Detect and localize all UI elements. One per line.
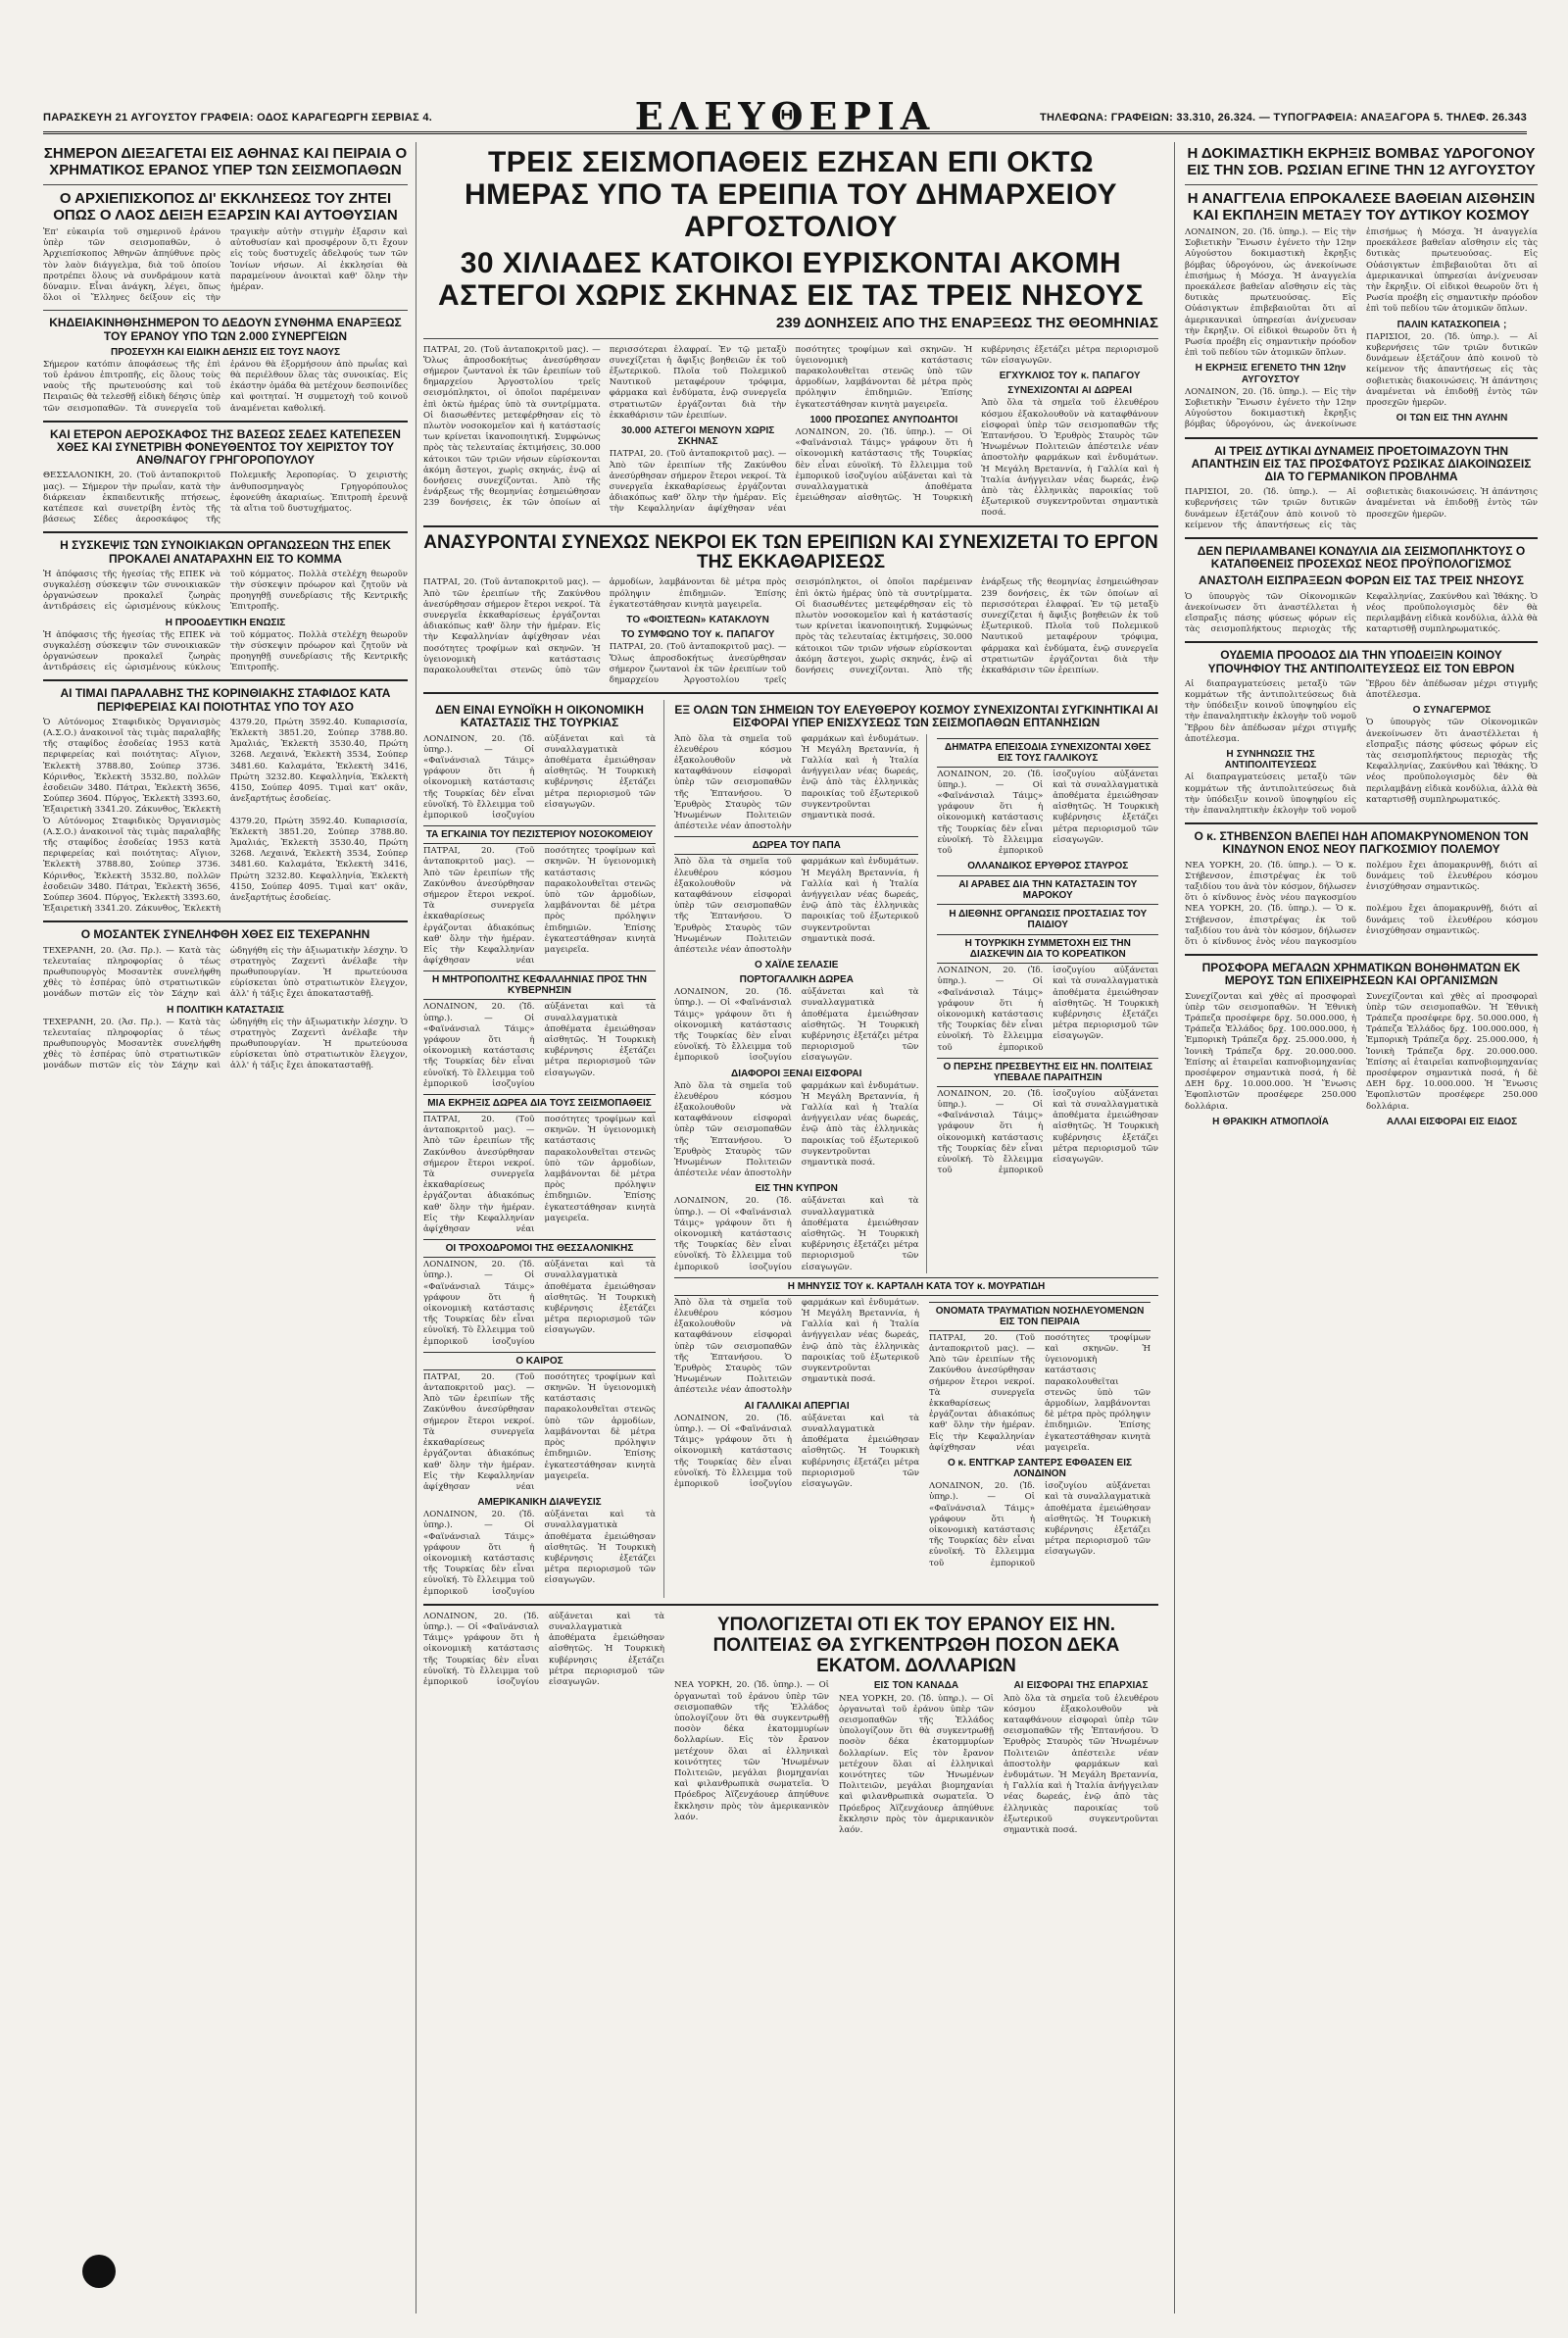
headline-eranos: ΣΗΜΕΡΟΝ ΔΙΕΞΑΓΕΤΑΙ ΕΙΣ ΑΘΗΝΑΣ ΚΑΙ ΠΕΙΡΑΙΑ Ο ΧΡΗΜΑΤΙΚΟΣ ΕΡΑΝΟΣ ΥΠΕΡ ΤΩΝ ΣΕΙΣΜΟΠΑΘΩΝ (43, 145, 408, 178)
subhead-explosion-gift: ΜΙΑ ΕΚΡΗΞΙΣ ΔΩΡΕΑ ΔΙΑ ΤΟΥΣ ΣΕΙΣΜΟΠΑΘΕΙΣ (423, 1094, 656, 1113)
article-political-situation: ΤΕΧΕΡΑΝΗ, 20. (Ἀσ. Πρ.). — Κατὰ τὰς τελευταίας πληροφορίας ὁ τέως πρωθυπουργὸς Μοσαντὲκ συνελήφθη χθὲς τὸ ἑσπέρας ὑπὸ στρατιωτικῶν μονάδων πιστῶν εἰς τὸν Σάχην καὶ ὡδηγήθη εἰς τὴν ἀξιωματικὴν λέσχην. Ὁ στρατηγὸς Ζαχεντὶ ἀνέλαβε τὴν πρωθυπουργίαν. Ἡ πρωτεύουσα εὑρίσκεται ὑπὸ στρατιωτικὸν ἔλεγχον, ἀλλ' ἡ τάξις ἔχει ἀποκατασταθῇ. (43, 1017, 408, 1071)
article-evros-candidate (1185, 679, 1538, 817)
divider (423, 525, 1158, 527)
divider (43, 920, 408, 922)
headline-aircraft-crash: ΚΑΙ ΕΤΕΡΟΝ ΑΕΡΟΣΚΑΦΟΣ ΤΗΣ ΒΑΣΕΩΣ ΣΕΔΕΣ ΚΑΤΕΠΕΣΕΝ ΧΘΕΣ ΚΑΙ ΣΥΝΕΤΡΙΒΗ ΦΟΝΕΥΘΕΝΤΟΣ ΤΟΥ ΧΕΙΡΙΣΤΟΥ ΤΟΥ ΑΝΘ/ΝΑΓΟΥ ΓΡΗΓΟΡΟΠΟΥΛΟΥ (50, 426, 401, 468)
phone-numbers: ΤΗΛΕΦΩΝΑ: ΓΡΑΦΕΙΩΝ: 33.310, 26.324. — ΤΥΠΟΓΡΑΦΕΙΑ: ΑΝΑΞΑΓΟΡΑ 5. ΤΗΛΕΦ. 26.343 (1039, 112, 1527, 124)
subhead-synagermos: Ο ΣΥΝΑΓΕΡΜΟΣ (1412, 705, 1492, 717)
divider (423, 1604, 1158, 1606)
divider (43, 184, 408, 185)
article-various-foreign: Ἀπὸ ὅλα τὰ σημεῖα τοῦ ἐλευθέρου κόσμου ἐξακολουθοῦν νὰ καταφθάνουν εἰσφοραὶ ὑπὲρ τῶν σεισμοπαθῶν τῆς Ἑπτανήσου. Ὁ Ἐρυθρὸς Σταυρὸς τῶν Ἡνωμένων Πολιτειῶν ἀπέστειλε νέαν ἀποστολὴν φαρμάκων καὶ ἐνδυμάτων. Ἡ Μεγάλη Βρεταννία, ἡ Γαλλία καὶ ἡ Ἰταλία ἀνήγγειλαν νέας δωρεάς, ἐνῷ ἀπὸ τὰς ἑλληνικὰς παροικίας τοῦ ἐξωτερικοῦ συγκεντροῦνται σημαντικὰ ποσά. (674, 1080, 919, 1179)
headline-dead-recovered: ΑΝΑΣΥΡΟΝΤΑΙ ΣΥΝΕΧΩΣ ΝΕΚΡΟΙ ΕΚ ΤΩΝ ΕΡΕΙΠΙΩΝ ΚΑΙ ΣΥΝΕΧΙΖΕΤΑΙ ΤΟ ΕΡΓΟΝ ΤΗΣ ΕΚΚΑΘΑΡΙΣΕΩΣ (423, 531, 1158, 573)
divider (1185, 437, 1538, 439)
divider (43, 421, 408, 423)
subhead-papagos-pact: ΤΟ ΣΥΜΦΩΝΟ ΤΟΥ κ. ΠΑΠΑΓΟΥ (620, 629, 775, 641)
article-explosion-date-text: ΛΟΝΔΙΝΟΝ, 20. (Ἰδ. ὑπηρ.). — Εἰς τὴν Σοβιετικὴν Ἕνωσιν ἐγένετο τὴν 12ην Αὐγούστου δοκιμαστικὴ ἔκρηξις βόμβας ὑδρογόνου, ὡς ἀνεκοίνωσε ἐπισήμως ἡ Μόσχα. Ἡ ἀναγγελία προεκάλεσε βαθεῖαν αἴσθησιν εἰς τὰς δυτικὰς πρωτευούσας. Εἰς Οὐάσιγκτων ἐπιβεβαιοῦται ὅτι αἱ ἀμερικανικαὶ ὑπηρεσίαι ἀνίχνευσαν τὴν ἔκρηξιν. Οἱ εἰδικοὶ θεωροῦν ὅτι ἡ Ρωσία προέβη εἰς σημαντικὴν πρόοδον ἐπὶ τοῦ πεδίου τῶν ἀτομικῶν ὅπλων. (1185, 227, 1538, 430)
headline-epek: Η ΣΥΣΚΕΨΙΣ ΤΩΝ ΣΥΝΟΙΚΙΑΚΩΝ ΟΡΓΑΝΩΣΕΩΝ ΤΗΣ ΕΠΕΚ ΠΡΟΚΑΛΕΙ ΑΝΑΤΑΡΑΧΗΝ ΕΙΣ ΤΟ ΚΟΜΜΑ (60, 538, 391, 566)
subhead-turkish-korea: Η ΤΟΥΡΚΙΚΗ ΣΥΜΜΕΤΟΧΗ ΕΙΣ ΤΗΝ ΔΙΑΣΚΕΨΙΝ ΔΙΑ ΤΟ ΚΟΡΕΑΤΙΚΟΝ (937, 934, 1158, 964)
lawsuit-columns (674, 1298, 1158, 1569)
subhead-portugal-gift: ΠΟΡΤΟΓΑΛΛΙΚΗ ΔΩΡΕΑ (739, 974, 854, 986)
tremors-count: 239 ΔΟΝΗΣΕΙΣ ΑΠΟ ΤΗΣ ΕΝΑΡΞΕΩΣ ΤΗΣ ΘΕΟΜΗΝΙΑΣ (776, 315, 1158, 331)
headline-corporate-donations: ΠΡΟΣΦΟΡΑ ΜΕΓΑΛΩΝ ΧΡΗΜΑΤΙΚΩΝ ΒΟΗΘΗΜΑΤΩΝ ΕΚ ΜΕΡΟΥΣ ΤΩΝ ΕΠΙΧΕΙΡΗΣΕΩΝ ΚΑΙ ΟΡΓΑΝΙΣΜΩΝ (1201, 961, 1521, 988)
article-dead-recovered (423, 577, 1158, 686)
article-h-bomb-text: ΛΟΝΔΙΝΟΝ, 20. (Ἰδ. ὑπηρ.). — Εἰς τὴν Σοβιετικὴν Ἕνωσιν ἐγένετο τὴν 12ην Αὐγούστου δοκιμαστικὴ ἔκρηξις βόμβας ὑδρογόνου, ὡς ἀνεκοίνωσε ἐπισήμως ἡ Μόσχα. Ἡ ἀναγγελία προεκάλεσε βαθεῖαν αἴσθησιν εἰς τὰς δυτικὰς πρωτευούσας. Εἰς Οὐάσιγκτων ἐπιβεβαιοῦται ὅτι αἱ ἀμερικανικαὶ ὑπηρεσίαι ἀνίχνευσαν τὴν ἔκρηξιν. Οἱ εἰδικοὶ θεωροῦν ὅτι ἡ Ρωσία προέβη εἰς σημαντικὴν πρόοδον ἐπὶ τοῦ πεδίου τῶν ἀτομικῶν ὅπλων. (1185, 227, 1356, 359)
divider (1185, 537, 1538, 539)
headline-western-powers: ΑΙ ΤΡΕΙΣ ΔΥΤΙΚΑΙ ΔΥΝΑΜΕΙΣ ΠΡΟΕΤΟΙΜΑΖΟΥΝ ΤΗΝ ΑΠΑΝΤΗΣΙΝ ΕΙΣ ΤΑΣ ΠΡΟΣΦΑΤΟΥΣ ΡΩΣΙΚΑΣ ΔΙΑΚΟΙΝΩΣΕΙΣ ΔΙΑ ΤΟ ΓΕΡΜΑΝΙΚΟΝ ΠΡΟΒΛΗΜΑ (1191, 443, 1532, 484)
divider (1185, 822, 1538, 824)
article-prayer: Σήμερον κατόπιν ἀποφάσεως τῆς ἐπὶ τοῦ ἐράνου ἐπιτροπῆς, εἰς ὅλους τοὺς ναοὺς τῆς πρωτευούσης καὶ τοῦ Πειραιῶς θὰ τελεσθῇ εἰδικὴ δέησις ὑπὲρ τῶν σεισμοπαθῶν. Τὰ συνεργεῖα τοῦ ἐράνου θὰ ἐξορμήσουν ἀπὸ πρωΐας καὶ θὰ περιέλθουν ὅλας τὰς συνοικίας. Εἰς ἑκάστην ὁμάδα θὰ μετέχουν δεσποινίδες καὶ φοιτηταί. Ἡ συμμετοχὴ τοῦ κοινοῦ ἀναμένεται καθολική. (43, 359, 409, 414)
subhead-dutch-red-cross: ΟΛΛΑΝΔΙΚΟΣ ΕΡΥΘΡΟΣ ΣΤΑΥΡΟΣ (967, 861, 1129, 872)
lower-center-section (423, 700, 1158, 1598)
article-american-denial: ΛΟΝΔΙΝΟΝ, 20. (Ἰδ. ὑπηρ.). — Οἱ «Φαϊνάνσιαλ Τάιμς» γράφουν ὅτι ἡ οἰκονομικὴ κατάστασις τῆς Τουρκίας δὲν εἶναι εὐνοϊκή. Τὸ ἔλλειμμα τοῦ ἐμπορικοῦ ἰσοζυγίου αὐξάνεται καὶ τὰ συναλλαγματικὰ ἀποθέματα ἐμειώθησαν αἰσθητῶς. Ἡ Τουρκικὴ κυβέρνησις ἐξετάζει μέτρα περιορισμοῦ τῶν εἰσαγωγῶν. (423, 1510, 656, 1597)
article-canada-text: ΝΕΑ ΥΟΡΚΗ, 20. (Ἰδ. ὑπηρ.). — Οἱ ὀργανωταὶ τοῦ ἐράνου ὑπὲρ τῶν σεισμοπαθῶν τῆς Ἑλλάδος ὑπολογίζουν ὅτι θὰ συγκεντρωθῇ ποσὸν δέκα ἑκατομμυρίων δολλαρίων. Εἰς τὸν ἔρανον μετέχουν ὅλαι αἱ ἑλληνικαὶ κοινότητες τῶν Ἡνωμένων Πολιτειῶν, μεγάλαι βιομηχανίαι καὶ φιλανθρωπικὰ σωματεῖα. Ὁ Πρόεδρος Ἀϊζενχάουερ ἀπηύθυνε ἔκκλησιν πρὸς τὸν ἀμερικανικὸν λαόν. (839, 1693, 994, 1836)
subhead-american-denial: ΑΜΕΡΙΚΑΝΙΚΗ ΔΙΑΨΕΥΣΙΣ (477, 1497, 602, 1509)
bottom-center-section (423, 1612, 1158, 1837)
main-subheadline: 30 ΧΙΛΙΑΔΕΣ ΚΑΤΟΙΚΟΙ ΕΥΡΙΣΚΟΝΤΑΙ ΑΚΟΜΗ ΑΣΤΕΓΟΙ ΧΩΡΙΣ ΣΚΗΝΑΣ ΕΙΣ ΤΑΣ ΤΡΕΙΣ ΝΗΣΟΥΣ (438, 247, 1144, 312)
contributions-left (674, 734, 927, 1273)
article-trams: ΛΟΝΔΙΝΟΝ, 20. (Ἰδ. ὑπηρ.). — Οἱ «Φαϊνάνσιαλ Τάιμς» γράφουν ὅτι ἡ οἰκονομικὴ κατάστασις τῆς Τουρκίας δὲν εἶναι εὐνοϊκή. Τὸ ἔλλειμμα τοῦ ἐμπορικοῦ ἰσοζυγίου αὐξάνεται καὶ τὰ συναλλαγματικὰ ἀποθέματα ἐμειώθησαν αἰσθητῶς. Ἡ Τουρκικὴ κυβέρνησις ἐξετάζει μέτρα περιορισμοῦ τῶν εἰσαγωγῶν. (423, 1260, 656, 1347)
lower-center-right (674, 700, 1158, 1598)
column-right (1174, 142, 1538, 2313)
subhead-phoisteon: ΤΟ «ΦΟΙΣΤΕΩΝ» ΚΑΤΑΚΛΟΥΝ (626, 614, 769, 625)
article-pope-gift: Ἀπὸ ὅλα τὰ σημεῖα τοῦ ἐλευθέρου κόσμου ἐξακολουθοῦν νὰ καταφθάνουν εἰσφοραὶ ὑπὲρ τῶν σεισμοπαθῶν τῆς Ἑπτανήσου. Ὁ Ἐρυθρὸς Σταυρὸς τῶν Ἡνωμένων Πολιτειῶν ἀπέστειλε νέαν ἀποστολὴν φαρμάκων καὶ ἐνδυμάτων. Ἡ Μεγάλη Βρεταννία, ἡ Γαλλία καὶ ἡ Ἰταλία ἀνήγγειλαν νέας δωρεάς, ἐνῷ ἀπὸ τὰς ἑλληνικὰς παροικίας τοῦ ἐξωτερικοῦ συγκεντροῦνται σημαντικὰ ποσά. (674, 857, 919, 955)
article-stevenson: ΝΕΑ ΥΟΡΚΗ, 20. (Ἰδ. ὑπηρ.). — Ὁ κ. Στήβενσον, ἐπιστρέψας ἐκ τοῦ ταξιδίου του ἀνὰ τὸν κόσμον, δήλωσεν ὅτι ὁ κίνδυνος ἑνὸς νέου παγκοσμίου πολέμου ἔχει ἀπομακρυνθῇ, διότι αἱ δυνάμεις τοῦ ἐλευθέρου κόσμου ἐνισχύθησαν σημαντικῶς. (1185, 860, 1538, 904)
article-misc-text: ΠΑΤΡΑΙ, 20. (Τοῦ ἀνταποκριτοῦ μας). — Ὅλως ἀπροσδοκήτως ἀνεσύρθησαν σήμερον ζωντανοὶ ἐκ τῶν ἐρειπίων τοῦ δημαρχείου Ἀργοστολίου τρεῖς σεισμόπληκτοι, οἱ ὁποῖοι παρέμειναν ἐπὶ ὀκτὼ ἡμέρας ὑπὸ τὰ συντρίμματα. Οἱ διασωθέντες μετεφέρθησαν εἰς τὸ πλωτὸν νοσοκομεῖον καὶ ἡ κατάστασίς των κρίνεται ἱκανοποιητική. Συμφώνως πρὸς τὰς τελευταίας ἐκτιμήσεις, 30.000 κάτοικοι τῶν τριῶν νήσων εὑρίσκονται ἀκόμη ἄστεγοι, χωρὶς σκηνάς, ἐνῷ αἱ δονήσεις συνεχίζονται. Ἀπὸ τῆς ἐνάρξεως τῆς θεομηνίας ἐσημειώθησαν 239 δονήσεις, ἐκ τῶν ὁποίων αἱ περισσότεραι ἐλαφραί. Ἐν τῷ μεταξὺ συνεχίζεται ἡ ἄφιξις βοηθειῶν ἐκ τοῦ ἐξωτερικοῦ. Πλοῖα τοῦ Πολεμικοῦ Ναυτικοῦ μεταφέρουν τρόφιμα, φάρμακα καὶ ἐνδύματα, ἐνῷ συνεργεῖα στρατιωτῶν ἐργάζονται διὰ τὴν ἐκκαθάρισιν τῶν ἐρειπίων. (609, 577, 1158, 685)
subhead-courtyard: ΟΙ ΤΩΝ ΕΙΣ ΤΗΝ ΑΥΛΗΝ (1396, 413, 1508, 424)
issue-date-address: ΠΑΡΑΣΚΕΥΗ 21 ΑΥΓΟΥΣΤΟΥ ΓΡΑΦΕΙΑ: ΟΔΟΣ ΚΑΡΑΓΕΩΡΓΗ ΣΕΡΒΙΑΣ 4. (43, 112, 433, 124)
subhead-provincial-contributions: ΑΙ ΕΙΣΦΟΡΑΙ ΤΗΣ ΕΠΑΡΧΙΑΣ (1013, 1680, 1149, 1692)
subhead-thracian-shipping: Η ΘΡΑΚΙΚΗ ΑΤΜΟΠΛΟΪΑ (1212, 1116, 1329, 1127)
contributions-columns (674, 734, 1158, 1273)
subhead-progressive-union: Η ΠΡΟΟΔΕΥΤΙΚΗ ΕΝΩΣΙΣ (165, 617, 286, 628)
subhead-persian-ambassador: Ο ΠΕΡΣΗΣ ΠΡΕΣΒΕΥΤΗΣ ΕΙΣ ΗΝ. ΠΟΛΙΤΕΙΑΣ ΥΠΕΒΑΛΕ ΠΑΡΑΙΤΗΣΙΝ (937, 1058, 1158, 1087)
subhead-weather: Ο ΚΑΙΡΟΣ (423, 1352, 656, 1370)
subhead-french-strikes: ΑΙ ΓΑΛΛΙΚΑΙ ΑΠΕΡΓΙΑΙ (744, 1400, 850, 1412)
article-persian-ambassador: ΛΟΝΔΙΝΟΝ, 20. (Ἰδ. ὑπηρ.). — Οἱ «Φαϊνάνσιαλ Τάιμς» γράφουν ὅτι ἡ οἰκονομικὴ κατάστασις τῆς Τουρκίας δὲν εἶναι εὐνοϊκή. Τὸ ἔλλειμμα τοῦ ἐμπορικοῦ ἰσοζυγίου αὐξάνεται καὶ τὰ συναλλαγματικὰ ἀποθέματα ἐμειώθησαν αἰσθητῶς. Ἡ Τουρκικὴ κυβέρνησις ἐξετάζει μέτρα περιορισμοῦ τῶν εἰσαγωγῶν. (937, 1088, 1158, 1176)
divider (1185, 954, 1538, 956)
subhead-canada: ΕΙΣ ΤΟΝ ΚΑΝΑΔΑ (873, 1680, 959, 1692)
article-western-powers: ΠΑΡΙΣΙΟΙ, 20. (Ἰδ. ὑπηρ.). — Αἱ κυβερνήσεις τῶν τριῶν δυτικῶν δυνάμεων ἐξετάζουν ἀπὸ κοινοῦ τὸ κείμενον τῆς ἀπαντήσεως εἰς τὰς σοβιετικὰς διακοινώσεις. Ἡ ἀπάντησις ἀναμένεται νὰ ἐπιδοθῇ ἐντὸς τῶν προσεχῶν ἡμερῶν. (1185, 487, 1538, 530)
masthead (43, 94, 1527, 138)
subhead-hospital: ΤΑ ΕΓΚΑΙΝΙΑ ΤΟΥ ΠΕΖΙΣΤΕΡΙΟΥ ΝΟΣΟΚΟΜΕΙΟΥ (423, 825, 656, 844)
subhead-explosion-date: Η ΕΚΡΗΞΙΣ ΕΓΕΝΕΤΟ ΤΗΝ 12ην ΑΥΓΟΥΣΤΟΥ (1195, 363, 1347, 385)
article-evros-text: Αἱ διαπραγματεύσεις μεταξὺ τῶν κομμάτων τῆς ἀντιπολιτεύσεως διὰ τὴν ὑπόδειξιν κοινοῦ ὑποψηφίου εἰς τὴν ἐπαναληπτικὴν ἐκλογὴν τοῦ νομοῦ Ἕβρου δὲν ἀπέδωσαν μέχρι στιγμῆς ἀποτέλεσμα. (1185, 678, 1356, 744)
article-us-fundraising-text: ΝΕΑ ΥΟΡΚΗ, 20. (Ἰδ. ὑπηρ.). — Οἱ ὀργανωταὶ τοῦ ἐράνου ὑπὲρ τῶν σεισμοπαθῶν τῆς Ἑλλάδος ὑπολογίζουν ὅτι θὰ συγκεντρωθῇ ποσὸν δέκα ἑκατομμυρίων δολλαρίων. Εἰς τὸν ἔρανον μετέχουν ὅλαι αἱ ἑλληνικαὶ κοινότητες τῶν Ἡνωμένων Πολιτειῶν, μεγάλαι βιομηχανίαι καὶ φιλανθρωπικὰ σωματεῖα. Ὁ Πρόεδρος Ἀϊζενχάουερ ἀπηύθυνε ἔκκλησιν πρὸς τὸν ἀμερικανικὸν λαόν. (674, 1680, 829, 1822)
article-hospital: ΠΑΤΡΑΙ, 20. (Τοῦ ἀνταποκριτοῦ μας). — Ἀπὸ τῶν ἐρειπίων τῆς Ζακύνθου ἀνεσύρθησαν σήμερον ἕτεροι νεκροί. Τὰ συνεργεῖα ἐκκαθαρίσεως ἐργάζονται ἀδιακόπως καθ' ὅλην τὴν ἡμέραν. Εἰς τὴν Κεφαλληνίαν ἀφίχθησαν νέαι ποσότητες τροφίμων καὶ σκηνῶν. Ἡ ὑγειονομικὴ κατάστασις παρακολουθεῖται στενῶς ὑπὸ τῶν ἁρμοδίων, λαμβάνονται δὲ μέτρα πρὸς πρόληψιν ἐπιδημιῶν. Ἐπίσης ἐγκατεστάθησαν κινητὰ μαγειρεῖα. (423, 846, 656, 967)
headline-h-bomb: Η ΔΟΚΙΜΑΣΤΙΚΗ ΕΚΡΗΞΙΣ ΒΟΜΒΑΣ ΥΔΡΟΓΟΝΟΥ ΕΙΣ ΤΗΝ ΣΟΒ. ΡΩΣΙΑΝ ΕΓΙΝΕ ΤΗΝ 12 ΑΥΓΟΥΣΤΟΥ (1187, 145, 1536, 178)
subhead-prayer: ΠΡΟΣΕΥΧΗ ΚΑΙ ΕΙΔΙΚΗ ΔΕΗΣΙΣ ΕΙΣ ΤΟΥΣ ΝΑΟΥΣ (110, 346, 341, 358)
article-epek: Ἡ ἀπόφασις τῆς ἡγεσίας τῆς ΕΠΕΚ νὰ συγκαλέσῃ σύσκεψιν τῶν συνοικιακῶν ὀργανώσεων προκαλεῖ ζωηρὰς ἀντιδράσεις εἰς ὡρισμένους κύκλους τοῦ κόμματος. Πολλὰ στελέχη θεωροῦν τὴν σύσκεψιν πρόωρον καὶ ζητοῦν νὰ προηγηθῇ συνεδρίασις τῆς Κεντρικῆς Ἐπιτροπῆς. (43, 569, 408, 613)
article-metropolitan: ΛΟΝΔΙΝΟΝ, 20. (Ἰδ. ὑπηρ.). — Οἱ «Φαϊνάνσιαλ Τάιμς» γράφουν ὅτι ἡ οἰκονομικὴ κατάστασις τῆς Τουρκίας δὲν εἶναι εὐνοϊκή. Τὸ ἔλλειμμα τοῦ ἐμπορικοῦ ἰσοζυγίου αὐξάνεται καὶ τὰ συναλλαγματικὰ ἀποθέματα ἐμειώθησαν αἰσθητῶς. Ἡ Τουρκικὴ κυβέρνησις ἐξετάζει μέτρα περιορισμοῦ τῶν εἰσαγωγῶν. (423, 1002, 656, 1089)
article-aircraft-crash: ΘΕΣΣΑΛΟΝΙΚΗ, 20. (Τοῦ ἀνταποκριτοῦ μας). — Σήμερον τὴν πρωΐαν, κατὰ τὴν διάρκειαν ἐκπαιδευτικῆς πτήσεως, κατέπεσε καὶ συνετρίβη ἐντὸς τῆς βάσεως Σέδες ἀεροσκάφος τῆς Πολεμικῆς Ἀεροπορίας. Ὁ χειριστὴς ἀνθυποσμηναγὸς Γρηγορόπουλος ἐφονεύθη ἀκαριαίως. Ἐπιτροπὴ ἐρευνᾷ τὰ αἴτια τοῦ δυστυχήματος. (43, 471, 408, 525)
headline-budget: ΔΕΝ ΠΕΡΙΛΑΜΒΑΝΕΙ ΚΟΝΔΥΛΙΑ ΔΙΑ ΣΕΙΣΜΟΠΛΗΚΤΟΥΣ Ο ΚΑΤΑΠΘΕΝΕΙΣ ΠΡΟΣΕΧΩΣ ΝΕΟΣ ΠΡΟΫΠΟΛΟΓΙΣΜΟΣ (1197, 544, 1526, 572)
article-strikes-france: ΛΟΝΔΙΝΟΝ, 20. (Ἰδ. ὑπηρ.). — Οἱ «Φαϊνάνσιαλ Τάιμς» γράφουν ὅτι ἡ οἰκονομικὴ κατάστασις τῆς Τουρκίας δὲν εἶναι εὐνοϊκή. Τὸ ἔλλειμμα τοῦ ἐμπορικοῦ ἰσοζυγίου αὐξάνεται καὶ τὰ συναλλαγματικὰ ἀποθέματα ἐμειώθησαν αἰσθητῶς. Ἡ Τουρκικὴ κυβέρνησις ἐξετάζει μέτρα περιορισμοῦ τῶν εἰσαγωγῶν. (937, 769, 1158, 856)
subhead-trams: ΟΙ ΤΡΟΧΟΔΡΟΜΟΙ ΤΗΣ ΘΕΣΣΑΛΟΝΙΚΗΣ (423, 1239, 656, 1258)
divider (43, 310, 408, 311)
punch-hole (82, 2255, 116, 2288)
article-dead-recovered-text: ΠΑΤΡΑΙ, 20. (Τοῦ ἀνταποκριτοῦ μας). — Ἀπὸ τῶν ἐρειπίων τῆς Ζακύνθου ἀνεσύρθησαν σήμερον ἕτεροι νεκροί. Τὰ συνεργεῖα ἐκκαθαρίσεως ἐργάζονται ἀδιακόπως καθ' ὅλην τὴν ἡμέραν. Εἰς τὴν Κεφαλληνίαν ἀφίχθησαν νέαι ποσότητες τροφίμων καὶ σκηνῶν. Ἡ ὑγειονομικὴ κατάστασις παρακολουθεῖται στενῶς ὑπὸ τῶν ἁρμοδίων, λαμβάνονται δὲ μέτρα πρὸς πρόληψιν ἐπιδημιῶν. Ἐπίσης ἐγκατεστάθησαν κινητὰ μαγειρεῖα. (423, 577, 787, 675)
subhead-in-kind-contributions: ΑΛΛΑΙ ΕΙΣΦΟΡΑΙ ΕΙΣ ΕΙΔΟΣ (1386, 1116, 1518, 1127)
subhead-wounded-names: ΟΝΟΜΑΤΑ ΤΡΑΥΜΑΤΙΩΝ ΝΟΣΗΛΕΥΟΜΕΝΩΝ ΕΙΣ ΤΟΝ ΠΕΙΡΑΙΑ (929, 1302, 1151, 1331)
article-corporate-donations (1185, 992, 1538, 1129)
headline-archbishop: Ο ΑΡΧΙΕΠΙΣΚΟΠΟΣ ΔΙ' ΕΚΚΛΗΣΕΩΣ ΤΟΥ ΖΗΤΕΙ ΟΠΩΣ Ο ΛΑΟΣ ΔΕΙΞΗ ΕΞΑΡΣΙΝ ΚΑΙ ΑΥΤΟΘΥΣΙΑΝ (53, 190, 398, 224)
lawsuit-left (674, 1298, 919, 1569)
headline-us-fundraising: ΥΠΟΛΟΓΙΖΕΤΑΙ ΟΤΙ ΕΚ ΤΟΥ ΕΡΑΝΟΥ ΕΙΣ ΗΝ. ΠΟΛΙΤΕΙΑΣ ΘΑ ΣΥΓΚΕΝΤΡΩΘΗ ΠΟΣΟΝ ΔΕΚΑ ΕΚΑΤΟΜ. ΔΟΛΛΑΡΙΩΝ (712, 1614, 1120, 1676)
article-wounded-names: ΠΑΤΡΑΙ, 20. (Τοῦ ἀνταποκριτοῦ μας). — Ἀπὸ τῶν ἐρειπίων τῆς Ζακύνθου ἀνεσύρθησαν σήμερον ἕτεροι νεκροί. Τὰ συνεργεῖα ἐκκαθαρίσεως ἐργάζονται ἀδιακόπως καθ' ὅλην τὴν ἡμέραν. Εἰς τὴν Κεφαλληνίαν ἀφίχθησαν νέαι ποσότητες τροφίμων καὶ σκηνῶν. Ἡ ὑγειονομικὴ κατάστασις παρακολουθεῖται στενῶς ὑπὸ τῶν ἁρμοδίων, λαμβάνονται δὲ μέτρα πρὸς πρόληψιν ἐπιδημιῶν. Ἐπίσης ἐγκατεστάθησαν κινητὰ μαγειρεῖα. (929, 1332, 1151, 1453)
subhead-papagos-circular: ΕΓΧΥΚΛΙΟΣ ΤΟΥ κ. ΠΑΠΑΓΟΥ (999, 370, 1141, 381)
article-us-fundraising (674, 1680, 1158, 1836)
article-turkish-korea: ΛΟΝΔΙΝΟΝ, 20. (Ἰδ. ὑπηρ.). — Οἱ «Φαϊνάνσιαλ Τάιμς» γράφουν ὅτι ἡ οἰκονομικὴ κατάστασις τῆς Τουρκίας δὲν εἶναι εὐνοϊκή. Τὸ ἔλλειμμα τοῦ ἐμπορικοῦ ἰσοζυγίου αὐξάνεται καὶ τὰ συναλλαγματικὰ ἀποθέματα ἐμειώθησαν αἰσθητῶς. Ἡ Τουρκικὴ κυβέρνησις ἐξετάζει μέτρα περιορισμοῦ τῶν εἰσαγωγῶν. (937, 966, 1158, 1053)
subhead-arabs-morocco: ΑΙ ΑΡΑΒΕΣ ΔΙΑ ΤΗΝ ΚΑΤΑΣΤΑΣΙΝ ΤΟΥ ΜΑΡΟΚΟΥ (937, 875, 1158, 905)
bottom-center-left (423, 1612, 664, 1837)
article-epek-continued: Ἡ ἀπόφασις τῆς ἡγεσίας τῆς ΕΠΕΚ νὰ συγκαλέσῃ σύσκεψιν τῶν συνοικιακῶν ὀργανώσεων προκαλεῖ ζωηρὰς ἀντιδράσεις εἰς ὡρισμένους κύκλους τοῦ κόμματος. Πολλὰ στελέχη θεωροῦν τὴν σύσκεψιν πρόωρον καὶ ζητοῦν νὰ προηγηθῇ συνεδρίασις τῆς Κεντρικῆς Ἐπιτροπῆς. (43, 629, 408, 673)
headline-tax-suspension: ΑΝΑΣΤΟΛΗ ΕΙΣΠΡΑΞΕΩΝ ΦΟΡΩΝ ΕΙΣ ΤΑΣ ΤΡΕΙΣ ΝΗΣΟΥΣ (1199, 573, 1524, 588)
article-archbishop: Ἐπ' εὐκαιρία τοῦ σημερινοῦ ἐράνου ὑπὲρ τῶν σεισμοπαθῶν, ὁ Ἀρχιεπίσκοπος Ἀθηνῶν ἀπηύθυνε πρὸς τὸν λαὸν διάγγελμα, διὰ τοῦ ὁποίου προτρέπει ὅλους νὰ συνδράμουν κατὰ δύναμιν. Εἶναι ἀνάγκη, λέγει, ὅπως ὅλοι οἱ Ἕλληνες δείξουν εἰς τὴν τραγικὴν αὐτὴν στιγμὴν ἐξαρσιν καὶ αὐτοθυσίαν καὶ προσφέρουν ὅ,τι ἔχουν εἰς τοὺς δυστυχεῖς ἀδελφούς των τῶν Ἰονίων νήσων. Αἱ ἐκκλησίαι θὰ παραμείνουν ἀνοικταὶ καθ' ὅλην τὴν ἡμέραν. (43, 227, 408, 304)
article-weather: ΠΑΤΡΑΙ, 20. (Τοῦ ἀνταποκριτοῦ μας). — Ἀπὸ τῶν ἐρειπίων τῆς Ζακύνθου ἀνεσύρθησαν σήμερον ἕτεροι νεκροί. Τὰ συνεργεῖα ἐκκαθαρίσεως ἐργάζονται ἀδιακόπως καθ' ὅλην τὴν ἡμέραν. Εἰς τὴν Κεφαλληνίαν ἀφίχθησαν νέαι ποσότητες τροφίμων καὶ σκηνῶν. Ἡ ὑγειονομικὴ κατάστασις παρακολουθεῖται στενῶς ὑπὸ τῶν ἁρμοδίων, λαμβάνονται δὲ μέτρα πρὸς πρόληψιν ἐπιδημιῶν. Ἐπίσης ἐγκατεστάθησαν κινητὰ μαγειρεῖα. (423, 1371, 656, 1492)
lower-center-left (423, 700, 664, 1598)
article-kartalis-lawsuit: Ἀπὸ ὅλα τὰ σημεῖα τοῦ ἐλευθέρου κόσμου ἐξακολουθοῦν νὰ καταφθάνουν εἰσφοραὶ ὑπὲρ τῶν σεισμοπαθῶν τῆς Ἑπτανήσου. Ὁ Ἐρυθρὸς Σταυρὸς τῶν Ἡνωμένων Πολιτειῶν ἀπέστειλε νέαν ἀποστολὴν φαρμάκων καὶ ἐνδυμάτων. Ἡ Μεγάλη Βρεταννία, ἡ Γαλλία καὶ ἡ Ἰταλία ἀνήγγειλαν νέας δωρεάς, ἐνῷ ἀπὸ τὰς ἑλληνικὰς παροικίας τοῦ ἐξωτερικοῦ συγκεντροῦνται σημαντικὰ ποσά. (674, 1297, 919, 1396)
article-portugal-gift: ΛΟΝΔΙΝΟΝ, 20. (Ἰδ. ὑπηρ.). — Οἱ «Φαϊνάνσιαλ Τάιμς» γράφουν ὅτι ἡ οἰκονομικὴ κατάστασις τῆς Τουρκίας δὲν εἶναι εὐνοϊκή. Τὸ ἔλλειμμα τοῦ ἐμπορικοῦ ἰσοζυγίου αὐξάνεται καὶ τὰ συναλλαγματικὰ ἀποθέματα ἐμειώθησαν αἰσθητῶς. Ἡ Τουρκικὴ κυβέρνησις ἐξετάζει μέτρα περιορισμοῦ τῶν εἰσαγωγῶν. (674, 987, 919, 1064)
subhead-haile-selassie: Ο ΧΑΪΛΕ ΣΕΛΑΣΙΕ (755, 960, 839, 971)
article-cyprus: ΛΟΝΔΙΝΟΝ, 20. (Ἰδ. ὑπηρ.). — Οἱ «Φαϊνάνσιαλ Τάιμς» γράφουν ὅτι ἡ οἰκονομικὴ κατάστασις τῆς Τουρκίας δὲν εἶναι εὐνοϊκή. Τὸ ἔλλειμμα τοῦ ἐμπορικοῦ ἰσοζυγίου αὐξάνεται καὶ τὰ συναλλαγματικὰ ἀποθέματα ἐμειώθησαν αἰσθητῶς. Ἡ Τουρκικὴ κυβέρνησις ἐξετάζει μέτρα περιορισμοῦ τῶν εἰσαγωγῶν. (674, 1196, 919, 1272)
subhead-cyprus: ΕΙΣ ΤΗΝ ΚΥΠΡΟΝ (755, 1183, 838, 1195)
article-corporate-donations-text: Συνεχίζονται καὶ χθὲς αἱ προσφοραὶ ὑπὲρ τῶν σεισμοπαθῶν. Ἡ Ἐθνικὴ Τράπεζα προσέφερε δρχ. 50.000.000, ἡ Τράπεζα Ἑλλάδος δρχ. 100.000.000, ἡ Ἐμπορικὴ Τράπεζα δρχ. 25.000.000, ἡ Ἰονικὴ Τράπεζα δρχ. 20.000.000. Ἐπίσης αἱ ἑταιρεῖαι καπνοβιομηχανίας προσέφερον σημαντικὰ ποσά, ἡ δὲ ΔΕΗ δρχ. 10.000.000. Ἡ Ἕνωσις Ἐφοπλιστῶν προσέφερε 250.000 δολλάρια. (1185, 991, 1356, 1112)
divider (43, 679, 408, 681)
subhead-metropolitan: Η ΜΗΤΡΟΠΟΛΙΤΗΣ ΚΕΦΑΛΛΗΝΙΑΣ ΠΡΟΣ ΤΗΝ ΚΥΒΕΡΝΗΣΙΝ (423, 970, 656, 1000)
headline-signal: ΚΗΔΕΙΑΚΙΝΗΘΗΣΗΜΕΡΟΝ ΤΟ ΔΕΔΟΥΝ ΣΥΝΘΗΜΑ ΕΝΑΡΞΕΩΣ ΤΟΥ ΕΡΑΝΟΥ ΥΠΟ ΤΩΝ 2.000 ΣΥΝΕΡΓΕΙΩΝ (49, 316, 402, 343)
headline-evros-candidate: ΟΥΔΕΜΙΑ ΠΡΟΟΔΟΣ ΔΙΑ ΤΗΝ ΥΠΟΔΕΙΞΙΝ ΚΟΙΝΟΥ ΥΠΟΨΗΦΙΟΥ ΤΗΣ ΑΝΤΙΠΟΛΙΤΕΥΣΕΩΣ ΕΙΣ ΤΟΝ ΕΒΡΟΝ (1207, 648, 1515, 675)
article-sanders-london: ΛΟΝΔΙΝΟΝ, 20. (Ἰδ. ὑπηρ.). — Οἱ «Φαϊνάνσιαλ Τάιμς» γράφουν ὅτι ἡ οἰκονομικὴ κατάστασις τῆς Τουρκίας δὲν εἶναι εὐνοϊκή. Τὸ ἔλλειμμα τοῦ ἐμπορικοῦ ἰσοζυγίου αὐξάνεται καὶ τὰ συναλλαγματικὰ ἀποθέματα ἐμειώθησαν αἰσθητῶς. Ἡ Τουρκικὴ κυβέρνησις ἐξετάζει μέτρα περιορισμοῦ τῶν εἰσαγωγῶν. (929, 1481, 1151, 1568)
article-h-bomb (1185, 227, 1538, 431)
article-provincial-text: Ἀπὸ ὅλα τὰ σημεῖα τοῦ ἐλευθέρου κόσμου ἐξακολουθοῦν νὰ καταφθάνουν εἰσφοραὶ ὑπὲρ τῶν σεισμοπαθῶν τῆς Ἑπτανήσου. Ὁ Ἐρυθρὸς Σταυρὸς τῶν Ἡνωμένων Πολιτειῶν ἀπέστειλε νέαν ἀποστολὴν φαρμάκων καὶ ἐνδυμάτων. Ἡ Μεγάλη Βρεταννία, ἡ Γαλλία καὶ ἡ Ἰταλία ἀνήγγειλαν νέας δωρεάς, ἐνῷ ἀπὸ τὰς ἑλληνικὰς παροικίας τοῦ ἐξωτερικοῦ συγκεντροῦνται σημαντικὰ ποσά. (1004, 1693, 1158, 1836)
divider (423, 692, 1158, 694)
headline-h-bomb-reaction: Η ΑΝΑΓΓΕΛΙΑ ΕΠΡΟΚΑΛΕΣΕ ΒΑΘΕΙΑΝ ΑΙΣΘΗΣΙΝ ΚΑΙ ΕΚΠΛΗΞΙΝ ΜΕΤΑΞΥ ΤΟΥ ΔΥΤΙΚΟΥ ΚΟΣΜΟΥ (1187, 190, 1536, 224)
article-opposition-text: Αἱ διαπραγματεύσεις μεταξὺ τῶν κομμάτων τῆς ἀντιπολιτεύσεως διὰ τὴν ὑπόδειξιν κοινοῦ ὑποψηφίου εἰς τὴν ἐπαναληπτικὴν ἐκλογὴν τοῦ νομοῦ Ἕβρου δὲν ἀπέδωσαν μέχρι στιγμῆς ἀποτέλεσμα. (1185, 678, 1538, 817)
subhead-child-protection: Η ΔΙΕΘΝΗΣ ΟΡΓΑΝΩΣΙΣ ΠΡΟΣΤΑΣΙΑΣ ΤΟΥ ΠΑΙΔΙΟΥ (949, 909, 1148, 931)
main-headline: ΤΡΕΙΣ ΣΕΙΣΜΟΠΑΘΕΙΣ ΕΖΗΣΑΝ ΕΠΙ ΟΚΤΩ ΗΜΕΡΑΣ ΥΠΟ ΤΑ ΕΡΕΙΠΙΑ ΤΟΥ ΔΗΜΑΡΧΕΙΟΥ ΑΡΓΟΣΤΟΛΙΟΥ (465, 146, 1117, 243)
article-contributions: Ἀπὸ ὅλα τὰ σημεῖα τοῦ ἐλευθέρου κόσμου ἐξακολουθοῦν νὰ καταφθάνουν εἰσφοραὶ ὑπὲρ τῶν σεισμοπαθῶν τῆς Ἑπτανήσου. Ὁ Ἐρυθρὸς Σταυρὸς τῶν Ἡνωμένων Πολιτειῶν ἀπέστειλε νέαν ἀποστολὴν φαρμάκων καὶ ἐνδυμάτων. Ἡ Μεγάλη Βρεταννία, ἡ Γαλλία καὶ ἡ Ἰταλία ἀνήγγειλαν νέας δωρεάς, ἐνῷ ἀπὸ τὰς ἑλληνικὰς παροικίας τοῦ ἐξωτερικοῦ συγκεντροῦνται σημαντικὰ ποσά. (674, 733, 919, 832)
article-donations-text: Ἀπὸ ὅλα τὰ σημεῖα τοῦ ἐλευθέρου κόσμου ἐξακολουθοῦν νὰ καταφθάνουν εἰσφοραὶ ὑπὲρ τῶν σεισμοπαθῶν τῆς Ἑπτανήσου. Ὁ Ἐρυθρὸς Σταυρὸς τῶν Ἡνωμένων Πολιτειῶν ἀπέστειλε νέαν ἀποστολὴν φαρμάκων καὶ ἐνδυμάτων. Ἡ Μεγάλη Βρεταννία, ἡ Γαλλία καὶ ἡ Ἰταλία ἀνήγγειλαν νέας δωρεάς, ἐνῷ ἀπὸ τὰς ἑλληνικὰς παροικίας τοῦ ἐξωτερικοῦ συγκεντροῦνται σημαντικὰ ποσά. (981, 398, 1158, 519)
subhead-opposition-union: Η ΣΥΝΗΝΩΣΙΣ ΤΗΣ ΑΝΤΙΠΟΛΙΤΕΥΣΕΩΣ (1224, 749, 1317, 771)
article-raisin-prices-continued: Ὁ Αὐτόνομος Σταφιδικὸς Ὀργανισμὸς (Α.Σ.Ο.) ἀνακοινοῖ τὰς τιμὰς παραλαβῆς τῆς σταφίδος ἐσοδείας 1953 κατὰ περιφερείας καὶ ποιότητας: Αἴγιον, Ἐκλεκτὴ 3788.80, Σούπερ 3736. Κόρινθος, Ἐκλεκτὴ 3532.80, πολλῶν ἐσοδειῶν 3480. Πάτραι, Ἐκλεκτὴ 3656, Σούπερ 3604. Πύργος, Ἐκλεκτὴ 3393.60, Ἐξαιρετικὴ 3341.20. Ζάκυνθος, Ἐκλεκτὴ 4379.20, Πρώτη 3592.40. Κυπαρισσία, Ἐκλεκτὴ 3851.20, Σούπερ 3788.80. Ἀμαλιάς, Ἐκλεκτὴ 3530.40, Πρώτη 3268. Λεχαινά, Ἐκλεκτὴ 3534, Σούπερ 3481.60. Καλαμάτα, Ἐκλεκτὴ 3416, Πρώτη 3232.80. Κεφαλληνία, Ἐκλεκτὴ 4150, Σούπερ 4095. Τιμαὶ κατ' οκᾶν, ἀνεξαρτήτως ἐσοδείας. (43, 816, 408, 915)
subhead-pope-gift: ΔΩΡΕΑ ΤΟΥ ΠΑΠΑ (674, 836, 918, 855)
article-earthquake-text: ΠΑΤΡΑΙ, 20. (Τοῦ ἀνταποκριτοῦ μας). — Ὅλως ἀπροσδοκήτως ἀνεσύρθησαν σήμερον ζωντανοὶ ἐκ τῶν ἐρειπίων τοῦ δημαρχείου Ἀργοστολίου τρεῖς σεισμόπληκτοι, οἱ ὁποῖοι παρέμειναν ἐπὶ ὀκτὼ ἡμέρας ὑπὸ τὰ συντρίμματα. Οἱ διασωθέντες μετεφέρθησαν εἰς τὸ πλωτὸν νοσοκομεῖον καὶ ἡ κατάστασίς των κρίνεται ἱκανοποιητική. Συμφώνως πρὸς τὰς τελευταίας ἐκτιμήσεις, 30.000 κάτοικοι τῶν τριῶν νήσων εὑρίσκονται ἀκόμη ἄστεγοι, χωρὶς σκηνάς, ἐνῷ αἱ δονήσεις συνεχίζονται. Ἀπὸ τῆς ἐνάρξεως τῆς θεομηνίας ἐσημειώθησαν 239 δονήσεις, ἐκ τῶν ὁποίων αἱ περισσότεραι ἐλαφραί. Ἐν τῷ μεταξὺ συνεχίζεται ἡ ἄφιξις βοηθειῶν ἐκ τοῦ ἐξωτερικοῦ. Πλοῖα τοῦ Πολεμικοῦ Ναυτικοῦ μεταφέρουν τρόφιμα, φάρμακα καὶ ἐνδύματα, ἐνῷ συνεργεῖα στρατιωτῶν ἐργάζονται διὰ τὴν ἐκκαθάρισιν τῶν ἐρειπίων. (423, 344, 787, 509)
subhead-strikes-france: ΔΗΜΑΤΡΑ ΕΠΕΙΣΟΔΙΑ ΣΥΝΕΧΙΖΟΝΤΑΙ ΧΘΕΣ ΕΙΣ ΤΟΥΣ ΓΑΛΛΙΚΟΥΣ (937, 738, 1158, 768)
article-bottom-left: ΛΟΝΔΙΝΟΝ, 20. (Ἰδ. ὑπηρ.). — Οἱ «Φαϊνάνσιαλ Τάιμς» γράφουν ὅτι ἡ οἰκονομικὴ κατάστασις τῆς Τουρκίας δὲν εἶναι εὐνοϊκή. Τὸ ἔλλειμμα τοῦ ἐμπορικοῦ ἰσοζυγίου αὐξάνεται καὶ τὰ συναλλαγματικὰ ἀποθέματα ἐμειώθησαν αἰσθητῶς. Ἡ Τουρκικὴ κυβέρνησις ἐξετάζει μέτρα περιορισμοῦ τῶν εἰσαγωγῶν. (423, 1611, 664, 1687)
article-barefoot-text: ΛΟΝΔΙΝΟΝ, 20. (Ἰδ. ὑπηρ.). — Οἱ «Φαϊνάνσιαλ Τάιμς» γράφουν ὅτι ἡ οἰκονομικὴ κατάστασις τῆς Τουρκίας δὲν εἶναι εὐνοϊκή. Τὸ ἔλλειμμα τοῦ ἐμπορικοῦ ἰσοζυγίου αὐξάνεται καὶ τὰ συναλλαγματικὰ ἀποθέματα ἐμειώθησαν αἰσθητῶς. Ἡ Τουρκικὴ κυβέρνησις ἐξετάζει μέτρα περιορισμοῦ τῶν εἰσαγωγῶν. (795, 344, 1158, 504)
article-stevenson-continued: ΝΕΑ ΥΟΡΚΗ, 20. (Ἰδ. ὑπηρ.). — Ὁ κ. Στήβενσον, ἐπιστρέψας ἐκ τοῦ ταξιδίου του ἀνὰ τὸν κόσμον, δήλωσεν ὅτι ὁ κίνδυνος ἑνὸς νέου παγκοσμίου πολέμου ἔχει ἀπομακρυνθῇ, διότι αἱ δυνάμεις τοῦ ἐλευθέρου κόσμου ἐνισχύθησαν σημαντικῶς. (1185, 904, 1538, 948)
subhead-espionage: ΠΑΛΙΝ ΚΑΤΑΣΚΟΠΕΙΑ ; (1396, 319, 1507, 330)
article-tax-suspension: Ὁ ὑπουργὸς τῶν Οἰκονομικῶν ἀνεκοίνωσεν ὅτι ἀναστέλλεται ἡ εἴσπραξις πάσης φύσεως φόρων εἰς τὰς σεισμοπλήκτους περιοχὰς τῆς Κεφαλληνίας, Ζακύνθου καὶ Ἰθάκης. Ὁ νέος προϋπολογισμὸς δὲν θὰ περιλαμβάνῃ εἰδικὰ κονδύλια, ἀλλὰ θὰ καταρτισθῇ συμπληρωματικός. (1185, 591, 1538, 635)
article-raisin-prices: Ὁ Αὐτόνομος Σταφιδικὸς Ὀργανισμὸς (Α.Σ.Ο.) ἀνακοινοῖ τὰς τιμὰς παραλαβῆς τῆς σταφίδος ἐσοδείας 1953 κατὰ περιφερείας καὶ ποιότητας: Αἴγιον, Ἐκλεκτὴ 3788.80, Σούπερ 3736. Κόρινθος, Ἐκλεκτὴ 3532.80, πολλῶν ἐσοδειῶν 3480. Πάτραι, Ἐκλεκτὴ 3656, Σούπερ 3604. Πύργος, Ἐκλεκτὴ 3393.60, Ἐξαιρετικὴ 3341.20. Ζάκυνθος, Ἐκλεκτὴ 4379.20, Πρώτη 3592.40. Κυπαρισσία, Ἐκλεκτὴ 3851.20, Σούπερ 3788.80. Ἀμαλιάς, Ἐκλεκτὴ 3530.40, Πρώτη 3268. Λεχαινά, Ἐκλεκτὴ 3534, Σούπερ 3481.60. Καλαμάτα, Ἐκλεκτὴ 3416, Πρώτη 3232.80. Κεφαλληνία, Ἐκλεκτὴ 4150, Σούπερ 4095. Τιμαὶ κατ' οκᾶν, ἀνεξαρτήτως ἐσοδείας. (43, 717, 408, 816)
column-left (43, 142, 416, 2313)
headline-raisin-prices: ΑΙ ΤΙΜΑΙ ΠΑΡΑΛΑΒΗΣ ΤΗΣ ΚΟΡΙΝΘΙΑΚΗΣ ΣΤΑΦΙΔΟΣ ΚΑΤΑ ΠΕΡΙΦΕΡΕΙΑΣ ΚΑΙ ΠΟΙΟΤΗΤΑΣ ΥΠΟ ΤΟΥ ΑΣΟ (60, 686, 391, 714)
article-thracian-text: Συνεχίζονται καὶ χθὲς αἱ προσφοραὶ ὑπὲρ τῶν σεισμοπαθῶν. Ἡ Ἐθνικὴ Τράπεζα προσέφερε δρχ. 50.000.000, ἡ Τράπεζα Ἑλλάδος δρχ. 100.000.000, ἡ Ἐμπορικὴ Τράπεζα δρχ. 25.000.000, ἡ Ἰονικὴ Τράπεζα δρχ. 20.000.000. Ἐπίσης αἱ ἑταιρεῖαι καπνοβιομηχανίας προσέφερον σημαντικὰ ποσά, ἡ δὲ ΔΕΗ δρχ. 10.000.000. Ἡ Ἕνωσις Ἐφοπλιστῶν προσέφερε 250.000 δολλάρια. (1366, 991, 1538, 1112)
article-homeless-text: ΠΑΤΡΑΙ, 20. (Τοῦ ἀνταποκριτοῦ μας). — Ἀπὸ τῶν ἐρειπίων τῆς Ζακύνθου ἀνεσύρθησαν σήμερον ἕτεροι νεκροί. Τὰ συνεργεῖα ἐκκαθαρίσεως ἐργάζονται ἀδιακόπως καθ' ὅλην τὴν ἡμέραν. Εἰς τὴν Κεφαλληνίαν ἀφίχθησαν νέαι ποσότητες τροφίμων καὶ σκηνῶν. Ἡ ὑγειονομικὴ κατάστασις παρακολουθεῖται στενῶς ὑπὸ τῶν ἁρμοδίων, λαμβάνονται δὲ μέτρα πρὸς πρόληψιν ἐπιδημιῶν. Ἐπίσης ἐγκατεστάθησαν κινητὰ μαγειρεῖα. (609, 344, 973, 515)
headline-world-contributions: ΕΞ ΟΛΩΝ ΤΩΝ ΣΗΜΕΙΩΝ ΤΟΥ ΕΛΕΥΘΕΡΟΥ ΚΟΣΜΟΥ ΣΥΝΕΧΙΖΟΝΤΑΙ ΣΥΓΚΙΝΗΤΙΚΑΙ ΑΙ ΕΙΣΦΟΡΑΙ ΥΠΕΡ ΕΝΙΣΧΥΣΕΩΣ ΤΩΝ ΣΕΙΣΜΟΠΑΘΩΝ ΕΠΤΑΝΗΣΙΩΝ (674, 703, 1158, 730)
lawsuit-right (929, 1298, 1151, 1569)
article-espionage-text: ΠΑΡΙΣΙΟΙ, 20. (Ἰδ. ὑπηρ.). — Αἱ κυβερνήσεις τῶν τριῶν δυτικῶν δυνάμεων ἐξετάζουν ἀπὸ κοινοῦ τὸ κείμενον τῆς ἀπαντήσεως εἰς τὰς σοβιετικὰς διακοινώσεις. Ἡ ἀπάντησις ἀναμένεται νὰ ἐπιδοθῇ ἐντὸς τῶν προσεχῶν ἡμερῶν. (1366, 331, 1538, 409)
divider (1185, 641, 1538, 643)
subhead-barefoot: 1000 ΠΡΟΣΩΠΕΣ ΑΝΥΠΟΔΗΤΟΙ (809, 414, 958, 425)
headline-stevenson: Ο κ. ΣΤΗΒΕΝΣΟΝ ΒΛΕΠΕΙ ΗΔΗ ΑΠΟΜΑΚΡΥΝΟΜΕΝΟΝ ΤΟΝ ΚΙΝΔΥΝΟΝ ΕΝΟΣ ΝΕΟΥ ΠΑΓΚΟΣΜΙΟΥ ΠΟΛΕΜΟΥ (1194, 829, 1529, 857)
subhead-donations: ΣΥΝΕΧΙΖΟΝΤΑΙ ΑΙ ΔΩΡΕΑΙ (1007, 385, 1133, 397)
subhead-kartalis-lawsuit: Η ΜΗΝΥΣΙΣ ΤΟΥ κ. ΚΑΡΤΑΛΗ ΚΑΤΑ ΤΟΥ κ. ΜΟΥΡΑΤΙΔΗ (674, 1277, 1158, 1296)
divider (423, 338, 1158, 339)
headline-mossadegh: Ο ΜΟΣΑΝΤΕΚ ΣΥΝΕΛΗΦΘΗ ΧΘΕΣ ΕΙΣ ΤΕΧΕΡΑΝΗΝ (80, 927, 370, 942)
divider (1185, 184, 1538, 185)
headline-turkey-economy: ΔΕΝ ΕΙΝΑΙ ΕΥΝΟΪΚΗ Η ΟΙΚΟΝΟΜΙΚΗ ΚΑΤΑΣΤΑΣΙΣ ΤΗΣ ΤΟΥΡΚΙΑΣ (435, 703, 644, 730)
subhead-political-situation: Η ΠΟΛΙΤΙΚΗ ΚΑΤΑΣΤΑΣΙΣ (167, 1004, 284, 1016)
article-french-strikes: ΛΟΝΔΙΝΟΝ, 20. (Ἰδ. ὑπηρ.). — Οἱ «Φαϊνάνσιαλ Τάιμς» γράφουν ὅτι ἡ οἰκονομικὴ κατάστασις τῆς Τουρκίας δὲν εἶναι εὐνοϊκή. Τὸ ἔλλειμμα τοῦ ἐμπορικοῦ ἰσοζυγίου αὐξάνεται καὶ τὰ συναλλαγματικὰ ἀποθέματα ἐμειώθησαν αἰσθητῶς. Ἡ Τουρκικὴ κυβέρνησις ἐξετάζει μέτρα περιορισμοῦ τῶν εἰσαγωγῶν. (674, 1413, 919, 1489)
contributions-right (937, 734, 1158, 1273)
column-center (423, 142, 1158, 2313)
newspaper-title: ΕΛΕΥΘΕΡΙΑ (634, 94, 936, 138)
article-turkey-economy: ΛΟΝΔΙΝΟΝ, 20. (Ἰδ. ὑπηρ.). — Οἱ «Φαϊνάνσιαλ Τάιμς» γράφουν ὅτι ἡ οἰκονομικὴ κατάστασις τῆς Τουρκίας δὲν εἶναι εὐνοϊκή. Τὸ ἔλλειμμα τοῦ ἐμπορικοῦ ἰσοζυγίου αὐξάνεται καὶ τὰ συναλλαγματικὰ ἀποθέματα ἐμειώθησαν αἰσθητῶς. Ἡ Τουρκικὴ κυβέρνησις ἐξετάζει μέτρα περιορισμοῦ τῶν εἰσαγωγῶν. (423, 733, 656, 821)
article-mossadegh: ΤΕΧΕΡΑΝΗ, 20. (Ἀσ. Πρ.). — Κατὰ τὰς τελευταίας πληροφορίας ὁ τέως πρωθυπουργὸς Μοσαντὲκ συνελήφθη χθὲς τὸ ἑσπέρας ὑπὸ στρατιωτικῶν μονάδων πιστῶν εἰς τὸν Σάχην καὶ ὡδηγήθη εἰς τὴν ἀξιωματικὴν λέσχην. Ὁ στρατηγὸς Ζαχεντὶ ἀνέλαβε τὴν πρωθυπουργίαν. Ἡ πρωτεύουσα εὑρίσκεται ὑπὸ στρατιωτικὸν ἔλεγχον, ἀλλ' ἡ τάξις ἔχει ἀποκατασταθῇ. (43, 945, 408, 1000)
article-earthquake (423, 345, 1158, 520)
bottom-center-right (674, 1612, 1158, 1837)
subhead-sanders-london: Ο κ. ΕΝΤΓΚΑΡ ΣΑΝΤΕΡΣ ΕΦΘΑΣΕΝ ΕΙΣ ΛΟΝΔΙΝΟΝ (948, 1458, 1132, 1480)
article-synagermos-text: Ὁ ὑπουργὸς τῶν Οἰκονομικῶν ἀνεκοίνωσεν ὅτι ἀναστέλλεται ἡ εἴσπραξις πάσης φύσεως φόρων εἰς τὰς σεισμοπλήκτους περιοχὰς τῆς Κεφαλληνίας, Ζακύνθου καὶ Ἰθάκης. Ὁ νέος προϋπολογισμὸς δὲν θὰ περιλαμβάνῃ εἰδικὰ κονδύλια, ἀλλὰ θὰ καταρτισθῇ συμπληρωματικός. (1366, 718, 1538, 805)
divider (43, 531, 408, 533)
subhead-homeless: 30.000 ΑΣΤΕΓΟΙ ΜΕΝΟΥΝ ΧΩΡΙΣ ΣΚΗΝΑΣ (620, 424, 775, 448)
subhead-various-foreign: ΔΙΑΦΟΡΟΙ ΞΕΝΑΙ ΕΙΣΦΟΡΑΙ (731, 1068, 862, 1079)
article-explosion-gift: ΠΑΤΡΑΙ, 20. (Τοῦ ἀνταποκριτοῦ μας). — Ἀπὸ τῶν ἐρειπίων τῆς Ζακύνθου ἀνεσύρθησαν σήμερον ἕτεροι νεκροί. Τὰ συνεργεῖα ἐκκαθαρίσεως ἐργάζονται ἀδιακόπως καθ' ὅλην τὴν ἡμέραν. Εἰς τὴν Κεφαλληνίαν ἀφίχθησαν νέαι ποσότητες τροφίμων καὶ σκηνῶν. Ἡ ὑγειονομικὴ κατάστασις παρακολουθεῖται στενῶς ὑπὸ τῶν ἁρμοδίων, λαμβάνονται δὲ μέτρα πρὸς πρόληψιν ἐπιδημιῶν. Ἐπίσης ἐγκατεστάθησαν κινητὰ μαγειρεῖα. (423, 1115, 656, 1235)
